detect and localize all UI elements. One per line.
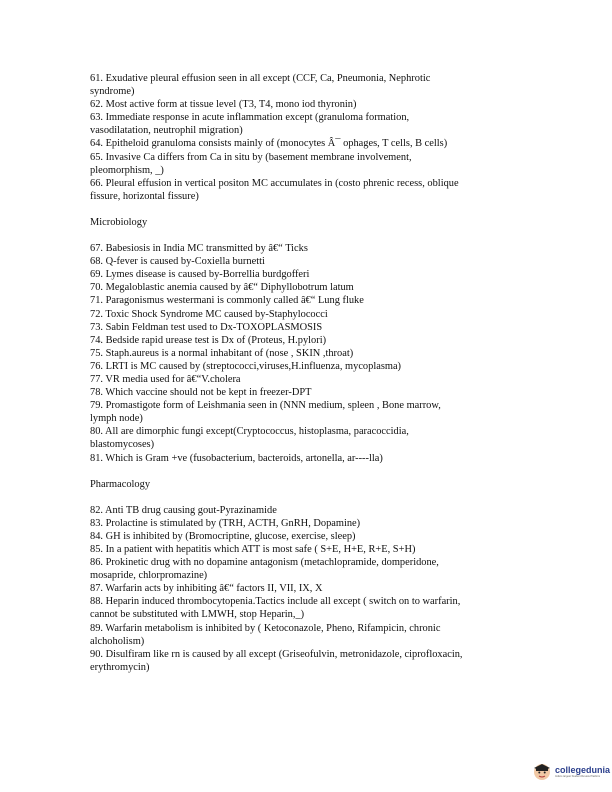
text-line: alchoholism) (90, 635, 145, 647)
text-line: 63. Immediate response in acute inflammation except (granuloma formation, (90, 112, 410, 124)
text-line: 86. Prokinetic drug with no dopamine antagonism (metachlopramide, domperidone, (90, 557, 439, 569)
text-line: syndrome) (90, 86, 135, 98)
text-line: 83. Prolactine is stimulated by (TRH, ACTH, GnRH, Dopamine) (90, 517, 361, 529)
text-line: pleomorphism, _) (90, 164, 164, 176)
text-line: 88. Heparin induced thrombocytopenia.Tactics include all except ( switch on to warfarin, (90, 596, 461, 608)
text-line: 61. Exudative pleural effusion seen in all except (CCF, Ca, Pneumonia, Nephrotic (90, 73, 431, 84)
text-line: 72. Toxic Shock Syndrome MC caused by-Staphylococci (90, 308, 328, 320)
text-line: 73. Sabin Feldman test used to Dx-TOXOPLASMOSIS (90, 321, 323, 333)
text-line: 80. All are dimorphic fungi except(Cryptococcus, histoplasma, paracoccidia, (90, 426, 409, 438)
text-line: 84. GH is inhibited by (Bromocriptine, glucose, exercise, sleep) (90, 530, 356, 542)
text-line: 76. LRTI is MC caused by (streptococci,viruses,H.influenza, mycoplasma) (90, 360, 402, 372)
section-heading-pharmacology: Pharmacology (90, 478, 151, 490)
text-line: lymph node) (90, 413, 143, 425)
logo-tagline: India's largest Student Review Platform (554, 774, 601, 778)
text-line: mosapride, chlorpromazine) (90, 570, 208, 582)
text-line: vasodilatation, neutrophil migration) (90, 125, 243, 137)
text-line: 85. In a patient with hepatitis which ATT is most safe ( S+E, H+E, R+E, S+H) (90, 544, 416, 555)
text-line: 70. Megaloblastic anemia caused by â€“ Diphyllobotrum latum (90, 282, 354, 294)
text-line: 62. Most active form at tissue level (T3, T4, mono iod thyronin) (90, 99, 357, 111)
text-line: 89. Warfarin metabolism is inhibited by ( Ketoconazole, Pheno, Rifampicin, chronic (90, 622, 441, 634)
document-page (90, 72, 535, 674)
text-line: 79. Promastigote form of Leishmania seen in (NNN medium, spleen , Bone marrow, (90, 400, 441, 412)
pharmacology-block (90, 504, 535, 674)
text-line: 81. Which is Gram +ve (fusobacterium, bacteroids, artonella, ar----lla) (90, 452, 383, 464)
graduate-avatar-icon (532, 761, 552, 781)
text-line: blastomycoses) (90, 439, 155, 451)
collegedunia-logo[interactable] (532, 761, 610, 781)
pathology-block (90, 72, 535, 203)
text-line: 64. Epitheloid granuloma consists mainly of (monocytes Â¯ ophages, T cells, B cells) (90, 138, 448, 150)
text-line: 87. Warfarin acts by inhibiting â€“ factors II, VII, IX, X (90, 583, 323, 595)
text-line: 65. Invasive Ca differs from Ca in situ by (basement membrane involvement, (90, 151, 412, 163)
text-line: 67. Babesiosis in India MC transmitted by â€“ Ticks (90, 243, 308, 255)
text-line: 78. Which vaccine should not be kept in freezer-DPT (90, 387, 312, 399)
text-line: 66. Pleural effusion in vertical positon MC accumulates in (costo phrenic recess, oblique (90, 177, 459, 189)
section-heading-microbiology: Microbiology (90, 216, 148, 228)
text-line: 74. Bedside rapid urease test is Dx of (Proteus, H.pylori) (90, 334, 327, 346)
text-line: cannot be substituted with LMWH, stop Heparin,_) (90, 609, 305, 621)
text-line: 82. Anti TB drug causing gout-Pyrazinamide (90, 504, 277, 516)
logo-name: collegedunia (554, 764, 610, 775)
microbiology-block (90, 242, 535, 465)
text-line: fissure, horizontal fissure) (90, 190, 199, 202)
text-line: 69. Lymes disease is caused by-Borrellia burdgofferi (90, 269, 310, 281)
text-line: erythromycin) (90, 661, 150, 673)
text-line: 90. Disulfiram like rn is caused by all except (Griseofulvin, metronidazole, ciprofloxacin, (90, 648, 463, 660)
text-line: 71. Paragonismus westermani is commonly called â€“ Lung fluke (90, 295, 364, 307)
text-line: 68. Q-fever is caused by-Coxiella burnetti (90, 256, 265, 268)
text-line: 75. Staph.aureus is a normal inhabitant of (nose , SKIN ,throat) (90, 347, 354, 359)
text-line: 77. VR media used for â€“V.cholera (90, 373, 241, 385)
